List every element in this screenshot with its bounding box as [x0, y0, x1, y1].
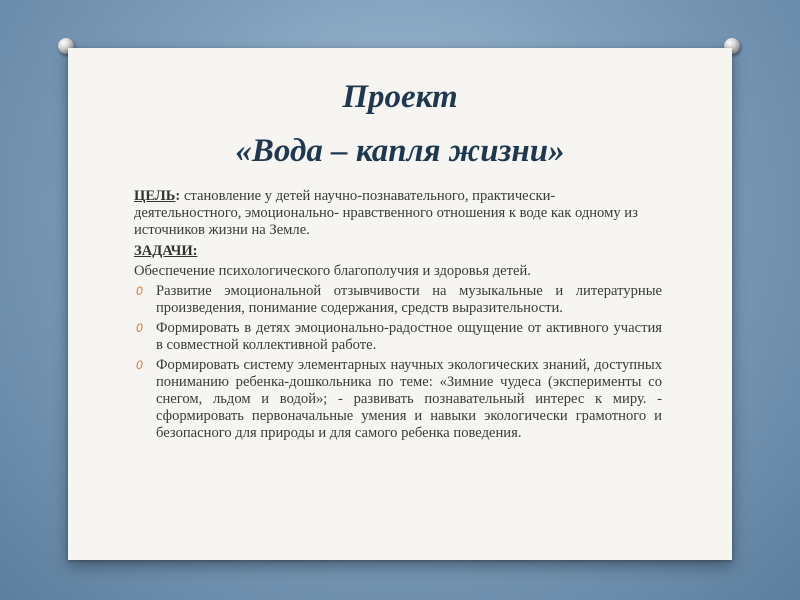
bullet-icon: 0 — [136, 358, 143, 372]
slide-title-line-2: «Вода – капля жизни» — [235, 133, 565, 169]
goal-label: ЦЕЛЬ — [134, 188, 176, 204]
list-item — [134, 357, 662, 442]
list-item-text: Формировать систему элементарных научных экологических знаний, доступных пониманию ребенка-дошкольника по теме: «Зимние чудеса (эксперименты со снегом, льдом и водой»; - развивать познавательный интерес к миру. - сформировать первоначальные умения и навыки экологически грамотного и безопасного для природы и для самого ребенка поведения. — [156, 357, 662, 441]
goal-colon: : — [175, 188, 181, 204]
bullet-icon: 0 — [136, 321, 143, 335]
goal-paragraph — [134, 188, 662, 239]
slide-card — [68, 48, 732, 560]
tasks-heading — [134, 243, 662, 260]
slide-content — [134, 188, 662, 445]
goal-text: становление у детей научно-познавательного, практически-деятельностного, эмоционально- нравственного отношения к воде как одному из источников жизни на Земле. — [134, 188, 638, 238]
list-item — [134, 283, 662, 317]
list-item-text: Развитие эмоциональной отзывчивости на музыкальные и литературные произведения, понимание содержания, средств выразительности. — [156, 283, 662, 316]
bullet-icon: 0 — [136, 284, 143, 298]
tasks-label: ЗАДАЧИ: — [134, 243, 198, 259]
task-list — [134, 283, 662, 442]
list-item-text: Формировать в детях эмоционально-радостное ощущение от активного участия в совместной коллективной работе. — [156, 320, 662, 353]
slide-title-line-1: Проект — [342, 79, 458, 115]
list-item — [134, 320, 662, 354]
tasks-intro: Обеспечение психологического благополучия и здоровья детей. — [134, 263, 531, 279]
